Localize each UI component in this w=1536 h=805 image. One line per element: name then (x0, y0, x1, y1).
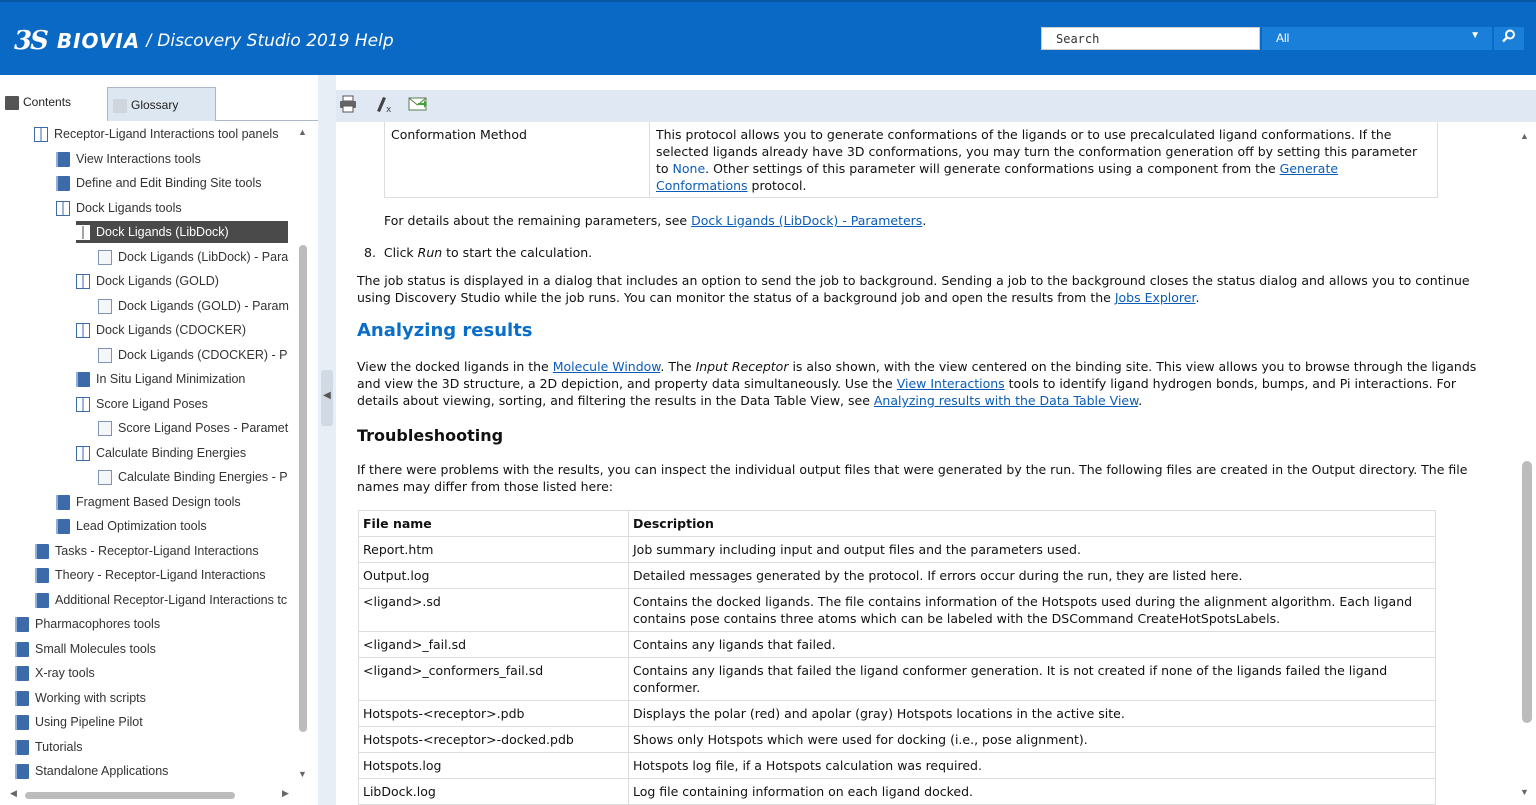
tree-item-label: Dock Ligands tools (76, 201, 182, 215)
text: tools to identify ligand hydrogen bonds, bumps, and Pi interactions. For details about viewing, sorting, and filtering the results in the Data Table View, see (357, 376, 1457, 408)
book-icon (56, 495, 70, 510)
tree-item-label: Dock Ligands (LibDock) (96, 225, 229, 239)
table-row (359, 701, 1436, 727)
tab-glossary-label: Glossary (131, 98, 179, 112)
file-name-cell: Hotspots-<receptor>.pdb (359, 701, 629, 727)
tree-item-label: Calculate Binding Energies (96, 446, 247, 460)
file-name-cell: Hotspots.log (359, 753, 629, 779)
tree-item[interactable] (76, 442, 246, 464)
chevron-left-icon: ◀ (323, 390, 331, 401)
file-name-cell: <ligand>_fail.sd (359, 632, 629, 658)
book-icon (35, 593, 49, 608)
param-text: . Other settings of this parameter will generate conformations using a component from the (705, 161, 1280, 176)
scroll-down-arrow-icon[interactable]: ▼ (1520, 787, 1529, 797)
search-scope-value: All (1276, 31, 1290, 45)
open-book-icon (34, 127, 48, 142)
description-cell: Contains any ligands that failed. (629, 632, 1436, 658)
tree-item[interactable] (15, 736, 82, 758)
page-icon (98, 421, 112, 436)
book-icon (76, 372, 90, 387)
page-icon (98, 348, 112, 363)
tree-item[interactable] (35, 589, 287, 611)
tree-item[interactable] (56, 197, 182, 219)
book-icon (35, 568, 49, 583)
tree-item-label: Calculate Binding Energies - P (118, 470, 288, 484)
tree-item-label: Theory - Receptor-Ligand Interactions (55, 568, 266, 582)
param-description (649, 122, 1437, 198)
page-icon (98, 299, 112, 314)
book-icon (15, 666, 29, 681)
tree-item-label: Fragment Based Design tools (76, 495, 241, 509)
topic-content (336, 122, 1520, 805)
ds-logo-mark: 3S (14, 26, 47, 56)
tree-item-label: Using Pipeline Pilot (35, 715, 143, 729)
column-header: File name (359, 511, 629, 537)
tree-item-label: Dock Ligands (CDOCKER) (96, 323, 247, 337)
job-status-paragraph (357, 272, 1497, 306)
file-name-cell: Output.log (359, 563, 629, 589)
tree-vertical-scrollbar[interactable] (298, 127, 310, 787)
contents-icon (5, 96, 19, 110)
tree-item-label: Dock Ligands (CDOCKER) - P (118, 348, 288, 362)
tree-item-label: Receptor-Ligand Interactions tool panels (54, 127, 279, 141)
text: . The (660, 359, 696, 374)
text: is also shown, with the view centered on the binding site. This view allows you to browse through the ligands and view the 3D structure, a 2D depiction, and property data simultaneously. Use the (357, 359, 1477, 391)
text: to start the calculation. (442, 245, 593, 260)
book-icon (15, 715, 29, 730)
tree-item[interactable] (35, 540, 259, 562)
parameter-table-fragment (384, 122, 1438, 198)
tree-item[interactable] (98, 417, 288, 439)
scrollbar-thumb[interactable] (299, 245, 307, 732)
tree-item[interactable] (56, 148, 201, 170)
tree-item[interactable] (34, 123, 284, 145)
description-cell: Detailed messages generated by the protocol. If errors occur during the run, they are listed here. (629, 563, 1436, 589)
search-input[interactable]: Search (1041, 27, 1260, 50)
app-header (0, 0, 1536, 75)
scroll-up-arrow-icon[interactable]: ▲ (298, 127, 307, 137)
tree-item-label: In Situ Ligand Minimization (96, 372, 246, 386)
description-cell: Displays the polar (red) and apolar (gray) Hotspots locations in the active site. (629, 701, 1436, 727)
step-number: 8. (364, 245, 376, 260)
collapse-pane-button[interactable] (321, 370, 333, 426)
open-book-icon (56, 201, 70, 216)
email-icon (408, 95, 428, 113)
tree-item-label: Tutorials (35, 740, 83, 754)
scrollbar-thumb[interactable] (25, 792, 235, 799)
tree-item[interactable] (15, 687, 146, 709)
search-button[interactable] (1494, 27, 1524, 50)
analyzing-paragraph (357, 358, 1497, 409)
pane-splitter[interactable] (318, 75, 336, 805)
tree-item-label: Dock Ligands (GOLD) (96, 274, 219, 288)
scroll-down-arrow-icon[interactable]: ▼ (298, 769, 307, 779)
description-cell: Contains the docked ligands. The file contains information of the Hotspots used during the alignment algorithm. Each ligand contains pose contains three atoms which can be labeled with the DSCommand CreateHotSpotsLabels. (629, 589, 1436, 632)
book-icon (56, 519, 70, 534)
table-row (359, 632, 1436, 658)
step-8 (364, 244, 1504, 261)
print-icon (338, 95, 358, 113)
topic-toolbar (336, 90, 1536, 122)
book-icon (15, 642, 29, 657)
tree-item-label: Standalone Applications (35, 764, 169, 778)
text: The job status is displayed in a dialog that includes an option to send the job to background. Sending a job to the background closes the status dialog and allows you to continue using Discovery Studio while the job runs. You can monitor the status of a background job and open the results from the (357, 273, 1470, 305)
tree-item-label: X-ray tools (35, 666, 95, 680)
tab-contents-label: Contents (23, 95, 72, 109)
description-cell: Job summary including input and output files and the parameters used. (629, 537, 1436, 563)
search-scope-dropdown[interactable] (1262, 27, 1492, 50)
table-row (359, 658, 1436, 701)
book-icon (56, 176, 70, 191)
magnifier-icon (1502, 29, 1516, 43)
molecule-window-link[interactable]: Molecule Window (552, 359, 661, 374)
table-row (359, 779, 1436, 805)
param-text: This protocol allows you to generate conformations of the ligands or to use precalculated ligand conformations. If the selected ligands already have 3D conformations, you may turn the conformation generation off by setting this parameter to (656, 127, 1418, 176)
file-name-cell: LibDock.log (359, 779, 629, 805)
page-icon (98, 470, 112, 485)
tree-item[interactable] (76, 393, 208, 415)
description-cell: Log file containing information on each ligand docked. (629, 779, 1436, 805)
view-interactions-link[interactable]: View Interactions (896, 376, 1005, 391)
tree-item[interactable] (15, 662, 95, 684)
book-icon (35, 544, 49, 559)
open-book-icon (76, 446, 90, 461)
tree-item[interactable] (56, 172, 262, 194)
libdock-parameters-link[interactable]: Dock Ligands (LibDock) - Parameters (691, 213, 923, 228)
text: Click (383, 245, 418, 260)
print-button[interactable] (336, 95, 360, 117)
table-row (359, 537, 1436, 563)
scroll-left-arrow-icon[interactable]: ◀ (10, 788, 17, 798)
text: For details about the remaining parameters, see (384, 213, 692, 228)
tree-item-label: View Interactions tools (76, 152, 201, 166)
biovia-logo[interactable] (14, 26, 394, 56)
help-title: Discovery Studio 2019 Help (157, 31, 394, 51)
contents-tree (0, 121, 298, 787)
file-name-cell: <ligand>_conformers_fail.sd (359, 658, 629, 701)
tree-item-selected[interactable] (76, 221, 288, 243)
tree-item[interactable] (15, 638, 156, 660)
tree-item-label: Tasks - Receptor-Ligand Interactions (55, 544, 259, 558)
file-name-cell: Hotspots-<receptor>-docked.pdb (359, 727, 629, 753)
text: . (1138, 393, 1143, 408)
jobs-explorer-link[interactable]: Jobs Explorer (1114, 290, 1196, 305)
tree-item-label: Additional Receptor-Ligand Interactions tc (55, 593, 288, 607)
description-cell: Hotspots log file, if a Hotspots calculation was required. (629, 753, 1436, 779)
tree-item-label: Define and Edit Binding Site tools (76, 176, 262, 190)
tree-horizontal-scrollbar[interactable] (0, 787, 300, 801)
text: . (922, 213, 927, 228)
scroll-up-arrow-icon[interactable]: ▲ (1520, 131, 1529, 141)
email-button[interactable] (406, 95, 430, 117)
tree-item[interactable] (56, 515, 207, 537)
param-name: Conformation Method (391, 127, 527, 142)
clear-highlight-icon (374, 95, 394, 113)
tree-item[interactable] (76, 319, 246, 341)
description-cell: Contains any ligands that failed the ligand conformer generation. It is not created if none of the ligands failed the ligand conformer. (629, 658, 1436, 701)
open-book-icon (76, 323, 90, 338)
tree-item[interactable] (35, 564, 266, 586)
tree-item-label: Small Molecules tools (35, 642, 156, 656)
title-separator: / (146, 30, 152, 51)
tree-item[interactable] (56, 491, 241, 513)
brand-name: BIOVIA (56, 29, 141, 53)
tree-item[interactable] (15, 760, 168, 782)
file-name-cell: Report.htm (359, 537, 629, 563)
table-row (359, 589, 1436, 632)
tab-glossary[interactable] (107, 87, 216, 121)
scrollbar-thumb[interactable] (1522, 461, 1532, 723)
analyzing-results-heading: Analyzing results (357, 320, 533, 341)
chevron-down-icon: ▼ (1470, 30, 1480, 41)
details-paragraph (384, 212, 1520, 229)
open-book-icon (76, 397, 90, 412)
svg-text:x: x (386, 105, 392, 113)
table-row (359, 563, 1436, 589)
nav-tabs (0, 87, 318, 121)
book-icon (15, 740, 29, 755)
param-value: None (672, 161, 706, 176)
text: View the docked ligands in the (357, 359, 553, 374)
page-icon (98, 250, 112, 265)
book-icon (15, 617, 29, 632)
tree-item-label: Dock Ligands (GOLD) - Param (118, 299, 289, 313)
open-book-icon (76, 225, 90, 240)
troubleshooting-paragraph: If there were problems with the results, you can inspect the individual output files that were generated by the run. The following files are created in the Output directory. The file names may differ from those listed here: (357, 462, 1468, 494)
open-book-icon (76, 274, 90, 289)
tree-item-label: Pharmacophores tools (35, 617, 161, 631)
file-name-cell: <ligand>.sd (359, 589, 629, 632)
book-icon (15, 764, 29, 779)
description-cell: Shows only Hotspots which were used for docking (i.e., pose alignment). (629, 727, 1436, 753)
table-row (359, 753, 1436, 779)
tree-item[interactable] (15, 711, 143, 733)
tree-item[interactable] (98, 295, 289, 317)
remove-highlight-button[interactable] (372, 95, 396, 117)
output-files-table (358, 510, 1436, 805)
scroll-right-arrow-icon[interactable]: ▶ (282, 788, 289, 798)
tab-contents[interactable] (0, 87, 107, 121)
table-row (359, 727, 1436, 753)
tree-item[interactable] (15, 613, 160, 635)
content-vertical-scrollbar[interactable] (1516, 125, 1536, 805)
input-receptor-emphasis: Input Receptor (695, 359, 789, 374)
tree-item-label: Score Ligand Poses - Paramet (118, 421, 289, 435)
data-table-view-link[interactable]: Analyzing results with the Data Table View (873, 393, 1139, 408)
tree-item[interactable] (76, 270, 219, 292)
table-header-row (359, 511, 1436, 537)
tree-item[interactable] (76, 368, 245, 390)
tree-item-label: Lead Optimization tools (76, 519, 207, 533)
troubleshooting-heading: Troubleshooting (357, 426, 504, 445)
book-icon (56, 152, 70, 167)
tree-item[interactable] (98, 246, 288, 268)
tree-item[interactable] (98, 466, 288, 488)
param-text: protocol. (747, 178, 807, 193)
generate-conformations-link[interactable]: Generate Conformations (656, 161, 1339, 193)
column-header: Description (629, 511, 1436, 537)
run-emphasis: Run (417, 245, 443, 260)
book-icon (15, 691, 29, 706)
tree-item[interactable] (98, 344, 288, 366)
tree-item-label: Working with scripts (35, 691, 146, 705)
tree-item-label: Score Ligand Poses (96, 397, 208, 411)
tree-item-label: Dock Ligands (LibDock) - Para (118, 250, 289, 264)
glossary-icon (113, 99, 127, 113)
text: . (1195, 290, 1200, 305)
navigation-pane (0, 75, 318, 805)
